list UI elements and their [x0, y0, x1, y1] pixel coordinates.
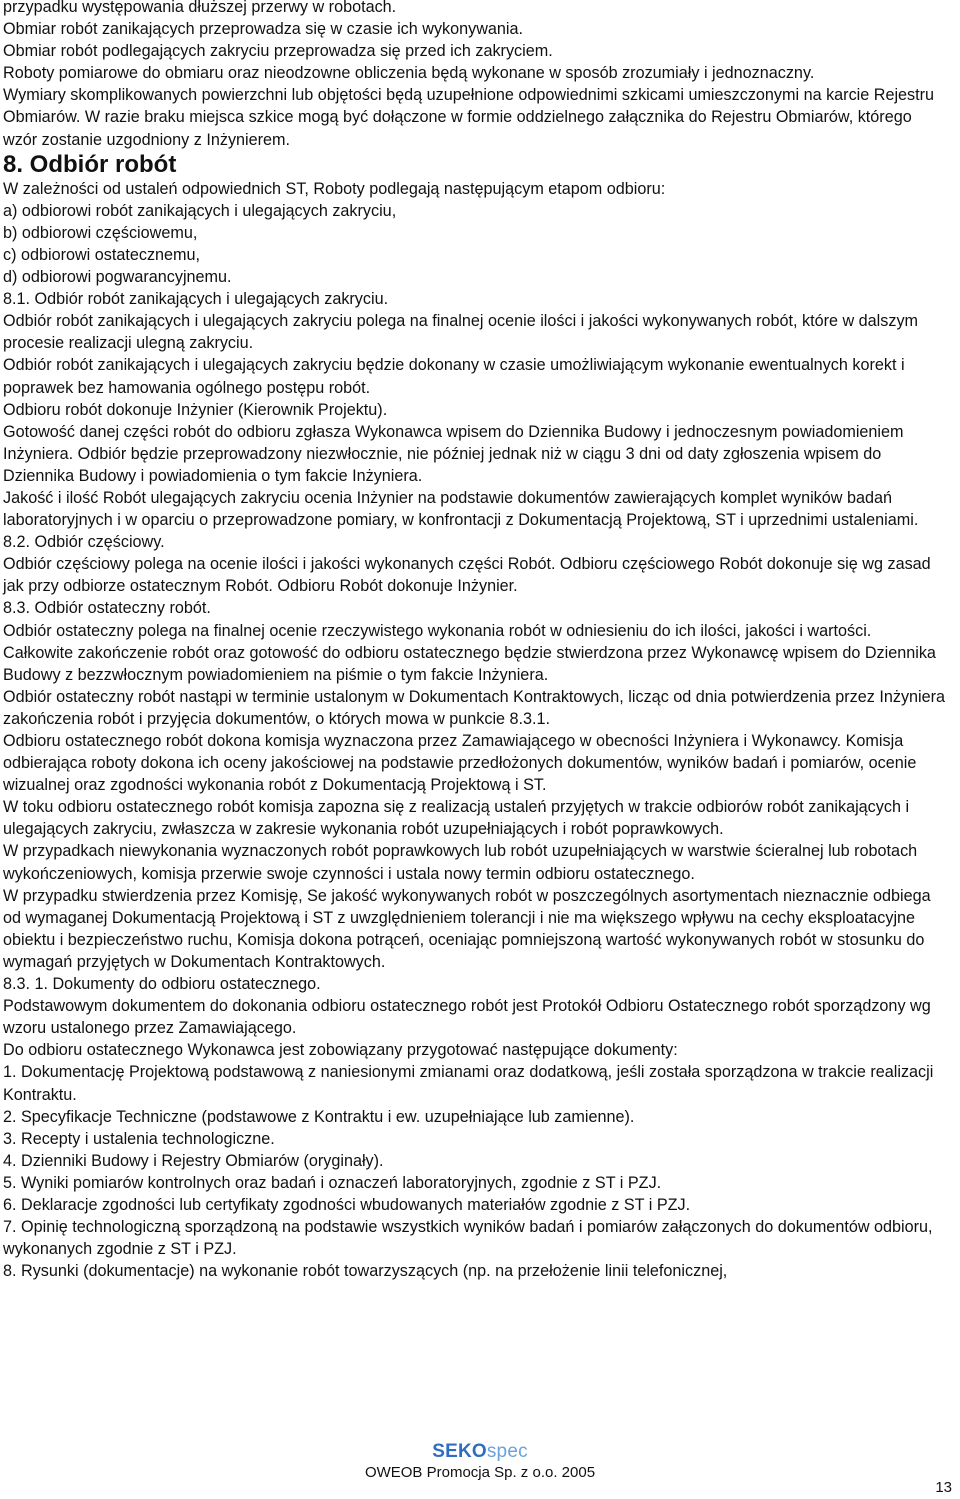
paragraph: Gotowość danej części robót do odbioru zgłasza Wykonawca wpisem do Dziennika Budowy i jednoczesnym powiadomieniem Inżyniera. Odbiór będzie przeprowadzony niezwłocznie, nie później jednak niż w ciągu 3 dni od daty zgłoszenia wpisem do Dziennika Budowy i powiadomienia o tym fakcie Inżyniera. — [3, 422, 904, 485]
paragraph: Wymiary skomplikowanych powierzchni lub objętości będą uzupełnione odpowiednimi szkicami umieszczonymi na karcie Rejestru Obmiarów. W razie braku miejsca szkice mogą być dołączone w formie oddzielnego załącznika do Rejestru Obmiarów, którego wzór zostanie uzgodniony z Inżynierem. — [3, 86, 935, 149]
paragraph: 7. Opinię technologiczną sporządzoną na podstawie wszystkich wyników badań i pomiarów załączonych do dokumentów odbioru, wykonanych zgodnie z ST i PZJ. — [3, 1218, 933, 1259]
paragraph: d) odbiorowi pogwarancyjnemu. — [3, 268, 232, 287]
company-logo — [0, 1441, 960, 1463]
paragraph: a) odbiorowi robót zanikających i ulegających zakryciu, — [3, 201, 397, 220]
paragraph: Całkowite zakończenie robót oraz gotowość do odbioru ostatecznego będzie stwierdzona przez Wykonawcę wpisem do Dziennika Budowy z bezzwłocznym powiadomieniem na piśmie o tym fakcie Inżyniera. — [3, 643, 936, 684]
paragraph: Do odbioru ostatecznego Wykonawca jest zobowiązany przygotować następujące dokumenty: — [3, 1041, 678, 1060]
paragraph: 1. Dokumentację Projektową podstawową z naniesionymi zmianami oraz dodatkową, jeśli została sporządzona w trakcie realizacji Kontraktu. — [3, 1063, 934, 1104]
paragraph: Jakość i ilość Robót ulegających zakryciu ocenia Inżynier na podstawie dokumentów zawierających komplet wyników badań laboratoryjnych i w oparciu o przeprowadzone pomiary, w konfrontacji z Dokumentacją Projektową, ST i uprzednimi ustaleniami. — [3, 488, 919, 530]
footer-company-text: OWEOB Promocja Sp. z o.o. 2005 — [364, 1464, 596, 1481]
paragraph: 6. Deklaracje zgodności lub certyfikaty zgodności wbudowanych materiałów zgodnie z ST i PZJ. — [3, 1195, 691, 1214]
paragraph: Obmiar robót podlegających zakryciu przeprowadza się przed ich zakryciem. — [3, 42, 553, 61]
paragraph: 8. Rysunki (dokumentacje) na wykonanie robót towarzyszących (np. na przełożenie linii telefonicznej, — [3, 1262, 728, 1281]
paragraph: Odbioru ostatecznego robót dokona komisja wyznaczona przez Zamawiającego w obecności Inżyniera i Wykonawcy. Komisja odbierająca roboty dokona ich oceny jakościowej na podstawie przedłożonych dokumentów, wyników badań i pomiarów, ocenie wizualnej oraz zgodności wykonania robót z Dokumentacją Projektową i ST. — [3, 732, 917, 795]
paragraph: 8.2. Odbiór częściowy. — [3, 533, 165, 552]
paragraph: Odbiór ostateczny robót nastąpi w terminie ustalonym w Dokumentach Kontraktowych, licząc od dnia potwierdzenia przez Inżyniera zakończenia robót i przyjęcia dokumentów, o których mowa w punkcie 8.3.1. — [3, 687, 946, 728]
paragraph: c) odbiorowi ostatecznemu, — [3, 245, 201, 264]
paragraph: Obmiar robót zanikających przeprowadza się w czasie ich wykonywania. — [3, 20, 524, 39]
paragraph: 8.1. Odbiór robót zanikających i ulegających zakryciu. — [3, 290, 389, 309]
document-body — [3, 0, 948, 1282]
paragraph: W zależności od ustaleń odpowiednich ST, Roboty podlegają następującym etapom odbioru: — [3, 179, 666, 198]
paragraph: W przypadku stwierdzenia przez Komisję, Se jakość wykonywanych robót w poszczególnych asortymentach nieznacznie odbiega od wymaganej Dokumentacją Projektową i ST z uwzględnieniem tolerancji i nie ma większego wpływu na cechy eksploatacyjne obiektu i bezpieczeństwo ruchu, Komisja dokona potrąceń, oceniając pomniejszoną wartość wykonywanych robót w stosunku do wymagań przyjętych w Dokumentach Kontraktowych. — [3, 886, 931, 971]
paragraph: W toku odbioru ostatecznego robót komisja zapozna się z realizacją ustaleń przyjętych w trakcie odbiorów robót zanikających i ulegających zakryciu, zwłaszcza w zakresie wykonania robót uzupełniających i robót poprawkowych. — [3, 798, 910, 839]
logo-text-spec: spec — [486, 1441, 528, 1462]
paragraph: Podstawowym dokumentem do dokonania odbioru ostatecznego robót jest Protokół Odbioru Ostatecznego robót sporządzony wg wzoru ustalonego przez Zamawiającego. — [3, 997, 931, 1038]
paragraph: Odbiór ostateczny polega na finalnej ocenie rzeczywistego wykonania robót w odniesieniu do ich ilości, jakości i wartości. — [3, 621, 872, 640]
page-number: 13 — [935, 1479, 952, 1496]
paragraph: przypadku występowania dłuższej przerwy w robotach. — [3, 0, 397, 16]
paragraph: 8.3. 1. Dokumenty do odbioru ostatecznego. — [3, 975, 321, 994]
paragraph: W przypadkach niewykonania wyznaczonych robót poprawkowych lub robót uzupełniających w warstwie ścieralnej lub robotach wykończeniowych, komisja przerwie swoje czynności i ustala nowy termin odbioru ostatecznego. — [3, 842, 918, 883]
paragraph: Roboty pomiarowe do obmiaru oraz nieodzowne obliczenia będą wykonane w sposób zrozumiały i jednoznaczny. — [3, 64, 815, 83]
logo-text-seko: SEKO — [432, 1441, 487, 1462]
paragraph: 4. Dzienniki Budowy i Rejestry Obmiarów (oryginały). — [3, 1151, 384, 1170]
page-footer — [0, 1441, 960, 1483]
section-heading: 8. Odbiór robót — [3, 150, 177, 178]
paragraph: 8.3. Odbiór ostateczny robót. — [3, 599, 211, 618]
paragraph: Odbiór częściowy polega na ocenie ilości i jakości wykonanych części Robót. Odbioru częściowego Robót dokonuje się wg zasad jak przy odbiorze ostatecznym Robót. Odbioru Robót dokonuje Inżynier. — [3, 555, 931, 596]
paragraph: 2. Specyfikacje Techniczne (podstawowe z Kontraktu i ew. uzupełniające lub zamienne). — [3, 1107, 635, 1126]
paragraph: Odbiór robót zanikających i ulegających zakryciu będzie dokonany w czasie umożliwiającym wykonanie ewentualnych korekt i poprawek bez hamowania ogólnego postępu robót. — [3, 356, 905, 397]
paragraph: Odbioru robót dokonuje Inżynier (Kierownik Projektu). — [3, 400, 388, 419]
paragraph: 5. Wyniki pomiarów kontrolnych oraz badań i oznaczeń laboratoryjnych, zgodnie z ST i PZJ. — [3, 1173, 662, 1192]
paragraph: Odbiór robót zanikających i ulegających zakryciu polega na finalnej ocenie ilości i jakości wykonywanych robót, które w dalszym procesie realizacji ulegną zakryciu. — [3, 312, 919, 353]
paragraph: b) odbiorowi częściowemu, — [3, 223, 198, 242]
paragraph: 3. Recepty i ustalenia technologiczne. — [3, 1129, 275, 1148]
